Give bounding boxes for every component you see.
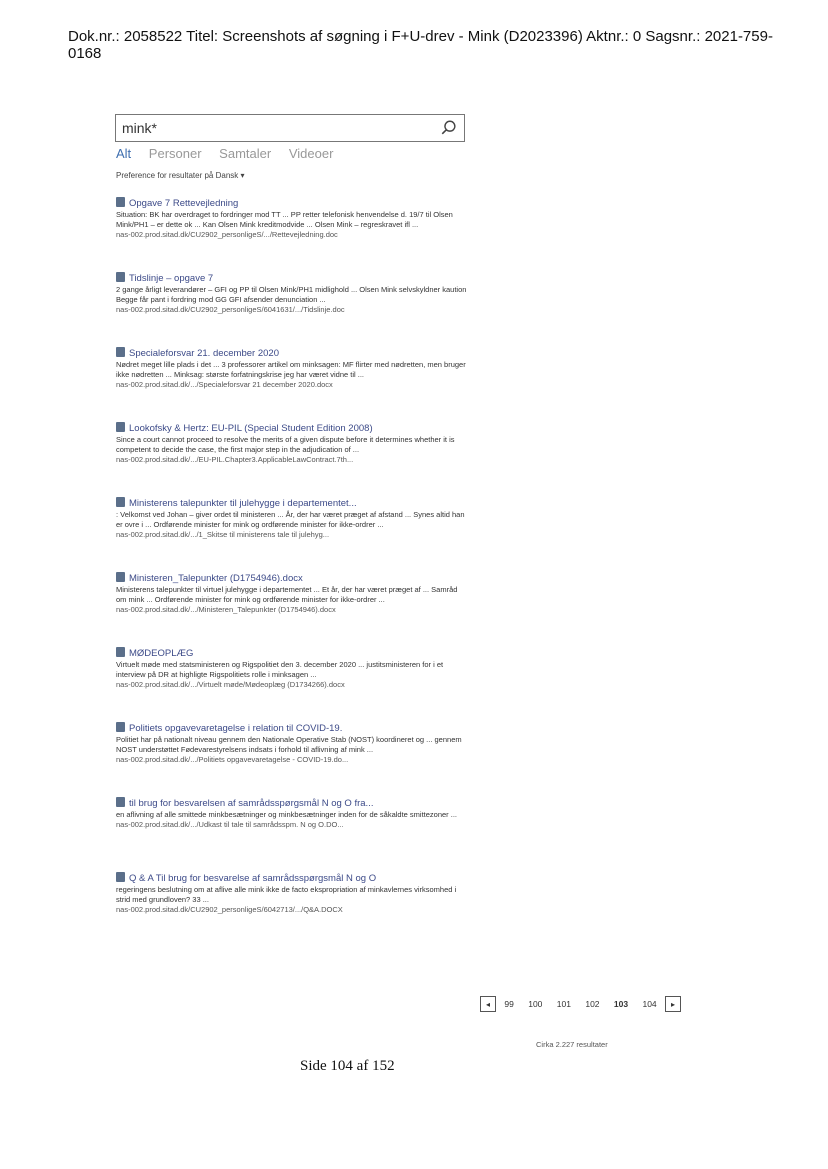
document-icon [116, 722, 125, 732]
results-list [116, 197, 468, 947]
document-icon [116, 872, 125, 882]
result-snippet: Nødret meget lille plads i det ... 3 professorer artikel om minksagen: MF flirter med nødretten, men bruger ikke nødretten ... Minksag: største forfatningskrise jeg har været vidne til ... [116, 360, 466, 379]
result-url: nas-002.prod.sitad.dk/CU2902_personligeS/6042713/.../Q&A.DOCX [116, 905, 343, 914]
list-item [116, 872, 468, 947]
search-input[interactable] [122, 120, 422, 136]
language-preference[interactable]: Preference for resultater på Dansk ▾ [116, 171, 245, 180]
result-url: nas-002.prod.sitad.dk/.../EU-PIL.Chapter3.ApplicableLawContract.7th... [116, 455, 354, 464]
document-icon [116, 797, 125, 807]
result-title-link[interactable] [116, 347, 468, 360]
tab-videos[interactable]: Videoer [288, 146, 334, 161]
result-url: nas-002.prod.sitad.dk/.../Udkast til tale til samrådsspm. N og O.DO... [116, 820, 344, 829]
result-title[interactable]: Lookofsky & Hertz: EU-PIL (Special Student Edition 2008) [129, 423, 373, 434]
result-title[interactable]: Ministerens talepunkter til julehygge i departementet... [129, 498, 357, 509]
result-url: nas-002.prod.sitad.dk/.../Specialeforsvar 21 december 2020.docx [116, 380, 333, 389]
result-title-link[interactable] [116, 572, 468, 585]
result-url: nas-002.prod.sitad.dk/CU2902_personligeS/6041631/.../Tidslinje.doc [116, 305, 345, 314]
result-snippet: Politiet har på nationalt niveau gennem den Nationale Operative Stab (NOST) koordineret og ... gennem NOST understøttet Fødevarestyrelsens indsats i forhold til aflivning af mink ... [116, 735, 462, 754]
result-snippet: Situation: BK har overdraget to fordringer mod TT ... PP retter telefonisk henvendelse d. 19/7 til Olsen Mink/PH1 – er dette ok ... Kan Olsen Mink kreditmodvide ... Olsen Mink – regreskravet ifl ... [116, 210, 453, 229]
list-item [116, 272, 468, 347]
document-icon [116, 347, 125, 357]
document-icon [116, 572, 125, 582]
result-title[interactable]: Ministeren_Talepunkter (D1754946).docx [129, 573, 303, 584]
result-count: Cirka 2.227 resultater [536, 1040, 608, 1049]
result-title-link[interactable] [116, 272, 468, 285]
current-page[interactable]: 103 [613, 999, 629, 1009]
result-url: nas-002.prod.sitad.dk/.../Ministeren_Talepunkter (D1754946).docx [116, 605, 336, 614]
document-icon [116, 422, 125, 432]
page-link[interactable]: 100 [528, 999, 543, 1009]
page-footer: Side 104 af 152 [300, 1058, 395, 1074]
result-title-link[interactable] [116, 422, 468, 435]
result-title-link[interactable] [116, 497, 468, 510]
result-snippet: Ministerens talepunkter til virtuel julehygge i departementet ... Et år, der har været præget af ... Samråd om mink ... Ordførende minister for mink og ordførende minister for ikke-ordrer ... [116, 585, 458, 604]
result-url: nas-002.prod.sitad.dk/.../1_Skitse til ministerens tale til julehyg... [116, 530, 330, 539]
result-snippet: Virtuelt møde med statsministeren og Rigspolitiet den 3. december 2020 ... justitsministeren for i et interview på DR at highligte Rigspolitiets rolle i minksagen ... [116, 660, 444, 679]
pagination [480, 996, 681, 1016]
result-snippet: : Velkomst ved Johan – giver ordet til ministeren ... År, der har været præget af afstand ... Synes altid han er ovre i ... Ordførende minister for mink og ordførende minister for ikke-ordrer ... [116, 510, 465, 529]
list-item [116, 197, 468, 272]
result-url: nas-002.prod.sitad.dk/CU2902_personligeS/.../Rettevejledning.doc [116, 230, 338, 239]
result-title-link[interactable] [116, 872, 468, 885]
list-item [116, 797, 468, 872]
list-item [116, 722, 468, 797]
result-title[interactable]: Tidslinje – opgave 7 [129, 273, 214, 284]
result-title[interactable]: til brug for besvarelsen af samrådsspørgsmål N og O fra... [129, 798, 374, 809]
result-title[interactable]: Q & A Til brug for besvarelse af samrådsspørgsmål N og O [129, 873, 377, 884]
document-header: Dok.nr.: 2058522 Titel: Screenshots af søgning i F+U-drev - Mink (D2023396) Aktnr.: 0 Sagsnr.: 2021-759-0168 [68, 28, 773, 62]
list-item [116, 422, 468, 497]
page-link[interactable]: 101 [556, 999, 571, 1009]
tab-all[interactable]: Alt [116, 146, 132, 161]
result-title-link[interactable] [116, 197, 468, 210]
list-item [116, 572, 468, 647]
search-tabs [116, 146, 347, 161]
result-snippet: Since a court cannot proceed to resolve the merits of a given dispute before it determines whether it is competent to decide the case, the first major step in the adjudication of ... [116, 435, 455, 454]
result-title[interactable]: Specialeforsvar 21. december 2020 [129, 348, 279, 359]
result-title-link[interactable] [116, 647, 468, 660]
document-icon [116, 272, 125, 282]
list-item [116, 347, 468, 422]
list-item [116, 497, 468, 572]
tab-people[interactable]: Personer [148, 146, 202, 161]
result-snippet: en aflivning af alle smittede minkbesætninger og minkbesætninger inden for de såkaldte smittezoner ... [116, 810, 458, 819]
document-icon [116, 647, 125, 657]
result-snippet: 2 gange årligt leverandører – GFI og PP til Olsen Mink/PH1 midlighold ... Olsen Mink selvskyldner kaution Begge får pant i fordring mod GG GFI afsender denunciation ... [116, 285, 467, 304]
page-link[interactable]: 104 [642, 999, 657, 1009]
page-link[interactable]: 102 [585, 999, 600, 1009]
result-url: nas-002.prod.sitad.dk/.../Politiets opgavevaretagelse - COVID-19.do... [116, 755, 349, 764]
result-title-link[interactable] [116, 797, 468, 810]
search-icon[interactable] [440, 119, 458, 137]
document-icon [116, 497, 125, 507]
result-snippet: regeringens beslutning om at aflive alle mink ikke de facto ekspropriation af minkavlernes virksomhed i strid med grundloven? 33 ... [116, 885, 457, 904]
next-page-button[interactable]: ▸ [665, 996, 681, 1012]
result-title[interactable]: Politiets opgavevaretagelse i relation til COVID-19. [129, 723, 343, 734]
tab-conversations[interactable]: Samtaler [219, 146, 272, 161]
search-box[interactable] [115, 114, 465, 142]
page-link[interactable]: 99 [504, 999, 514, 1009]
document-icon [116, 197, 125, 207]
prev-page-button[interactable]: ◂ [480, 996, 496, 1012]
result-url: nas-002.prod.sitad.dk/.../Virtuelt møde/Mødeoplæg (D1734266).docx [116, 680, 345, 689]
result-title-link[interactable] [116, 722, 468, 735]
list-item [116, 647, 468, 722]
result-title[interactable]: MØDEOPLÆG [129, 648, 194, 659]
result-title[interactable]: Opgave 7 Rettevejledning [129, 198, 239, 209]
